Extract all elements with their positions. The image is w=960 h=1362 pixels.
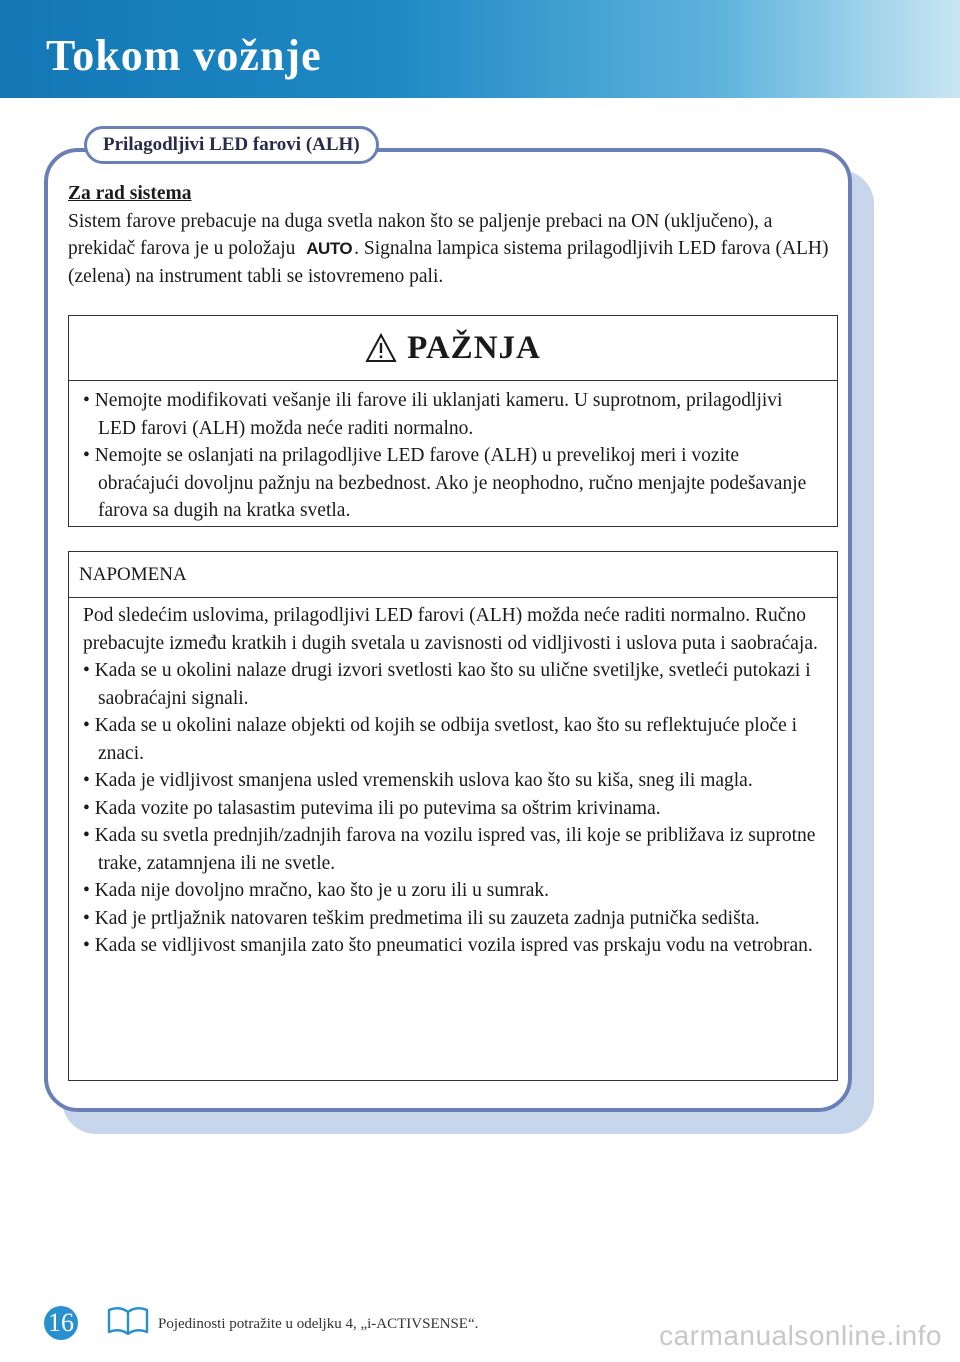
note-bullet: • Kad je prtljažnik natovaren teškim predmetima ili su zauzeta zadnja putnička sedišta. (83, 907, 760, 929)
note-box (68, 551, 838, 1081)
warning-triangle-icon (365, 333, 397, 363)
note-title: NAPOMENA (69, 552, 837, 598)
intro-block (68, 180, 838, 290)
intro-text-1: Sistem farove prebacuje na duga svetla nakon što se paljenje prebaci na ON (uključeno), a prekidač farova je u položaju (68, 210, 773, 259)
auto-switch-symbol: AUTO (306, 239, 353, 258)
note-bullet: • Kada vozite po talasastim putevima ili po putevima sa oštrim krivinama. (83, 797, 661, 819)
note-bullet: • Kada nije dovoljno mračno, kao što je u zoru ili u sumrak. (83, 880, 550, 901)
caution-bullet: • Nemojte modifikovati vešanje ili farove ili uklanjati kameru. U suprotnom, prilagodljivi LED farovi (ALH) možda neće raditi normalno. (83, 390, 783, 439)
section-tab: Prilagodljivi LED farovi (ALH) (84, 126, 379, 164)
page-number-badge: 16 (44, 1306, 78, 1340)
footer-reference: Pojedinosti potražite u odeljku 4, „i-ACTIVSENSE“. (158, 1316, 479, 1332)
note-intro: Pod sledećim uslovima, prilagodljivi LED farovi (ALH) možda neće raditi normalno. Ručno prebacujte između kratkih i dugih svetala u zavisnosti od vidljivosti i uslova puta i saobraćaja. (83, 605, 818, 654)
note-bullet: • Kada se u okolini nalaze objekti od kojih se odbija svetlost, kao što su reflektujuće ploče i znaci. (83, 715, 798, 764)
note-body (69, 598, 837, 960)
note-bullet: • Kada su svetla prednjih/zadnjih farova na vozilu ispred vas, ili koje se približava iz suprotne trake, zatamnjena ili ne svetle. (83, 825, 816, 874)
caution-box (68, 315, 838, 527)
note-bullet: • Kada je vidljivost smanjena usled vremenskih uslova kao što su kiša, sneg ili magla. (83, 770, 753, 791)
intro-heading: Za rad sistema (68, 183, 192, 204)
page-title: Tokom vožnje (46, 31, 322, 80)
note-bullet: • Kada se vidljivost smanjila zato što pneumatici vozila ispred vas prskaju vodu na vetrobran. (83, 935, 813, 956)
caution-title: PAŽNJA (407, 329, 541, 366)
intro-paragraph (68, 208, 838, 291)
caution-bullet: • Nemojte se oslanjati na prilagodljive LED farove (ALH) u prevelikoj meri i vozite obraćajući dovoljnu pažnju na bezbednost. Ako je neophodno, ručno menjajte podešavanje farova sa dugih na kratka svetla. (83, 445, 807, 521)
caution-body (69, 381, 837, 525)
note-bullet: • Kada se u okolini nalaze drugi izvori svetlosti kao što su ulične svetiljke, svetleći putokazi i saobraćajni signali. (83, 660, 811, 709)
watermark: carmanualsonline.info (659, 1320, 942, 1351)
caution-header (69, 316, 837, 381)
intro-text-2: . Signalna lampica sistema prilagodljivih LED farova (ALH) (zelena) na instrument tabli se istovremeno pali. (68, 238, 829, 287)
book-icon (106, 1306, 150, 1336)
